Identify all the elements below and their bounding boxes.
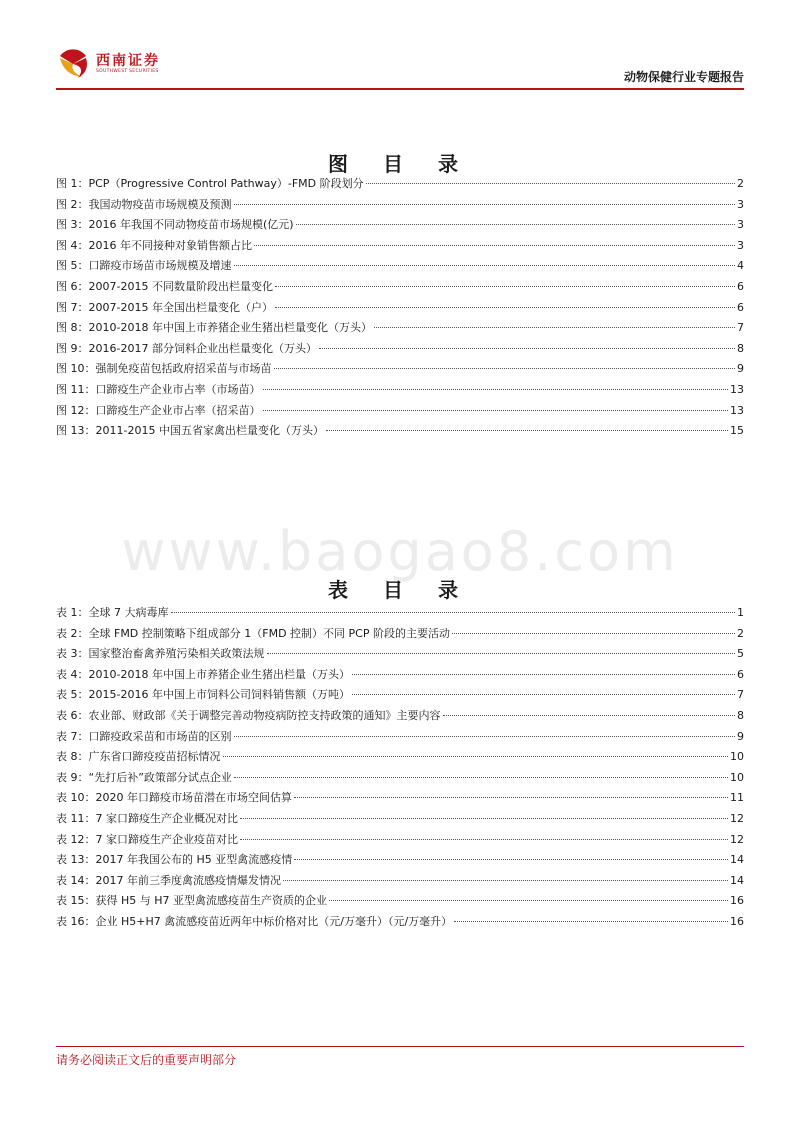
toc-entry-page: 8 (737, 708, 744, 722)
toc-entry[interactable] (56, 401, 744, 422)
toc-dot-leader (319, 348, 735, 349)
toc-entry-label: 表 3：国家整治畜禽养殖污染相关政策法规 (56, 647, 265, 661)
toc-entry-label: 表 10：2020 年口蹄疫市场苗潜在市场空间估算 (56, 791, 292, 805)
toc-entry[interactable] (56, 768, 744, 789)
toc-entry[interactable] (56, 339, 744, 360)
toc-entry[interactable] (56, 747, 744, 768)
toc-entry-label: 表 7：口蹄疫政采苗和市场苗的区别 (56, 729, 232, 743)
toc-entry-page: 16 (730, 894, 744, 908)
toc-dot-leader (263, 410, 729, 411)
toc-entry[interactable] (56, 727, 744, 748)
toc-dot-leader (240, 839, 728, 840)
toc-dot-leader (171, 612, 736, 613)
toc-entry[interactable] (56, 871, 744, 892)
toc-entry-label: 图 2：我国动物疫苗市场规模及预测 (56, 197, 232, 211)
toc-entry-label: 表 2：全球 FMD 控制策略下组成部分 1（FMD 控制）不同 PCP 阶段的主要活动 (56, 626, 450, 640)
toc-entry-page: 11 (730, 791, 744, 805)
toc-dot-leader (274, 368, 736, 369)
toc-dot-leader (283, 880, 728, 881)
toc-entry[interactable] (56, 256, 744, 277)
toc-entry-page: 15 (730, 424, 744, 438)
report-title: 动物保健行业专题报告 (623, 70, 744, 84)
toc-entry[interactable] (56, 277, 744, 298)
toc-entry-page: 9 (737, 362, 744, 376)
toc-entry-page: 13 (730, 382, 744, 396)
logo-english-name: SOUTHWEST SECURITIES (96, 69, 159, 74)
toc-dot-leader (267, 653, 736, 654)
toc-entry[interactable] (56, 624, 744, 645)
toc-entry[interactable] (56, 195, 744, 216)
toc-dot-leader (294, 859, 728, 860)
toc-dot-leader (254, 245, 735, 246)
toc-dot-leader (263, 389, 729, 390)
toc-entry-label: 表 16：企业 H5+H7 禽流感疫苗近两年中标价格对比（元/万毫升）（元/万毫升） (56, 914, 453, 928)
toc-entry-page: 1 (737, 606, 744, 619)
toc-entry-label: 图 5：口蹄疫市场苗市场规模及增速 (56, 259, 232, 273)
toc-dot-leader (443, 715, 736, 716)
page-header (56, 40, 744, 88)
toc-entry[interactable] (56, 603, 744, 624)
toc-entry-page: 5 (737, 647, 744, 661)
toc-entry-label: 表 9：“先打后补”政策部分试点企业 (56, 770, 232, 784)
toc-entry-label: 表 8：广东省口蹄疫疫苗招标情况 (56, 750, 221, 764)
toc-entry[interactable] (56, 359, 744, 380)
toc-entry-label: 图 11：口蹄疫生产企业市占率（市场苗） (56, 382, 261, 396)
toc-entry-page: 9 (737, 729, 744, 743)
toc-entry-page: 10 (730, 750, 744, 764)
toc-entry-label: 图 3：2016 年我国不同动物疫苗市场规模(亿元) (56, 218, 294, 232)
toc-entry[interactable] (56, 174, 744, 195)
toc-entry-page: 2 (737, 177, 744, 190)
toc-dot-leader (223, 756, 729, 757)
toc-entry-label: 表 5：2015-2016 年中国上市饲料公司饲料销售额（万吨） (56, 688, 350, 702)
toc-entry-label: 图 13：2011-2015 中国五省家禽出栏量变化（万头） (56, 424, 324, 438)
toc-entry-label: 图 9：2016-2017 部分饲料企业出栏量变化（万头） (56, 341, 317, 355)
toc-entry-label: 表 6：农业部、财政部《关于调整完善动物疫病防控支持政策的通知》主要内容 (56, 708, 441, 722)
toc-dot-leader (234, 204, 736, 205)
toc-entry[interactable] (56, 298, 744, 319)
toc-dot-leader (296, 224, 735, 225)
toc-entry-label: 图 6：2007-2015 不同数量阶段出栏量变化 (56, 279, 273, 293)
toc-dot-leader (452, 633, 735, 634)
figure-list (56, 174, 744, 442)
toc-entry-page: 7 (737, 321, 744, 335)
toc-entry-page: 10 (730, 770, 744, 784)
figure-list-title: 图 目 录 (328, 151, 472, 176)
toc-entry-page: 16 (730, 914, 744, 928)
company-logo (56, 44, 160, 84)
toc-dot-leader (374, 327, 735, 328)
table-list-title: 表 目 录 (328, 577, 472, 602)
toc-entry[interactable] (56, 809, 744, 830)
toc-entry-page: 12 (730, 832, 744, 846)
logo-wordmark (96, 53, 160, 75)
toc-entry-label: 表 13：2017 年我国公布的 H5 亚型禽流感疫情 (56, 853, 293, 867)
toc-entry-page: 6 (737, 279, 744, 293)
toc-entry-page: 3 (737, 218, 744, 232)
toc-entry[interactable] (56, 215, 744, 236)
logo-mark-icon (56, 47, 90, 81)
toc-dot-leader (275, 307, 735, 308)
header-divider (56, 88, 744, 90)
watermark: www.baogao8.com (121, 520, 679, 583)
footer-disclaimer: 请务必阅读正文后的重要声明部分 (56, 1053, 237, 1067)
toc-entry-label: 表 11：7 家口蹄疫生产企业概况对比 (56, 811, 238, 825)
toc-entry-page: 6 (737, 300, 744, 314)
toc-entry-page: 14 (730, 873, 744, 887)
toc-entry[interactable] (56, 850, 744, 871)
toc-entry[interactable] (56, 644, 744, 665)
toc-entry-label: 图 4：2016 年不同接种对象销售额占比 (56, 238, 252, 252)
table-list (56, 603, 744, 933)
toc-entry-page: 3 (737, 238, 744, 252)
toc-entry[interactable] (56, 665, 744, 686)
toc-entry-label: 表 1：全球 7 大病毒库 (56, 606, 169, 619)
toc-entry-page: 12 (730, 811, 744, 825)
toc-entry[interactable] (56, 380, 744, 401)
toc-entry-label: 表 4：2010-2018 年中国上市养猪企业生猪出栏量（万头） (56, 667, 350, 681)
toc-entry-page: 4 (737, 259, 744, 273)
toc-entry-label: 图 7：2007-2015 年全国出栏量变化（户） (56, 300, 273, 314)
toc-dot-leader (352, 694, 735, 695)
toc-entry-label: 图 1：PCP（Progressive Control Pathway）-FMD 阶段划分 (56, 177, 364, 190)
toc-entry[interactable] (56, 830, 744, 851)
toc-entry[interactable] (56, 236, 744, 257)
toc-dot-leader (275, 286, 735, 287)
footer-divider (56, 1046, 744, 1047)
toc-entry-label: 表 15：获得 H5 与 H7 亚型禽流感疫苗生产资质的企业 (56, 894, 328, 908)
toc-entry-page: 3 (737, 197, 744, 211)
toc-entry[interactable] (56, 421, 744, 442)
toc-entry[interactable] (56, 788, 744, 809)
toc-entry-page: 13 (730, 403, 744, 417)
toc-entry[interactable] (56, 891, 744, 912)
toc-dot-leader (352, 674, 735, 675)
toc-entry[interactable] (56, 912, 744, 933)
toc-entry-page: 14 (730, 853, 744, 867)
toc-entry-page: 7 (737, 688, 744, 702)
toc-dot-leader (240, 818, 728, 819)
toc-dot-leader (234, 777, 728, 778)
logo-chinese-name: 西南证券 (96, 53, 160, 69)
toc-dot-leader (454, 921, 728, 922)
toc-entry-page: 8 (737, 341, 744, 355)
toc-dot-leader (366, 183, 735, 184)
toc-entry[interactable] (56, 685, 744, 706)
toc-dot-leader (234, 265, 736, 266)
toc-entry-label: 图 12：口蹄疫生产企业市占率（招采苗） (56, 403, 261, 417)
toc-entry[interactable] (56, 318, 744, 339)
toc-dot-leader (326, 430, 728, 431)
toc-dot-leader (329, 900, 728, 901)
toc-entry[interactable] (56, 706, 744, 727)
toc-entry-label: 表 12：7 家口蹄疫生产企业疫苗对比 (56, 832, 238, 846)
toc-entry-label: 表 14：2017 年前三季度禽流感疫情爆发情况 (56, 873, 281, 887)
toc-entry-page: 6 (737, 667, 744, 681)
toc-dot-leader (294, 797, 728, 798)
toc-entry-page: 2 (737, 626, 744, 640)
toc-dot-leader (234, 736, 736, 737)
toc-entry-label: 图 10：强制免疫苗包括政府招采苗与市场苗 (56, 362, 272, 376)
toc-entry-label: 图 8：2010-2018 年中国上市养猪企业生猪出栏量变化（万头） (56, 321, 372, 335)
